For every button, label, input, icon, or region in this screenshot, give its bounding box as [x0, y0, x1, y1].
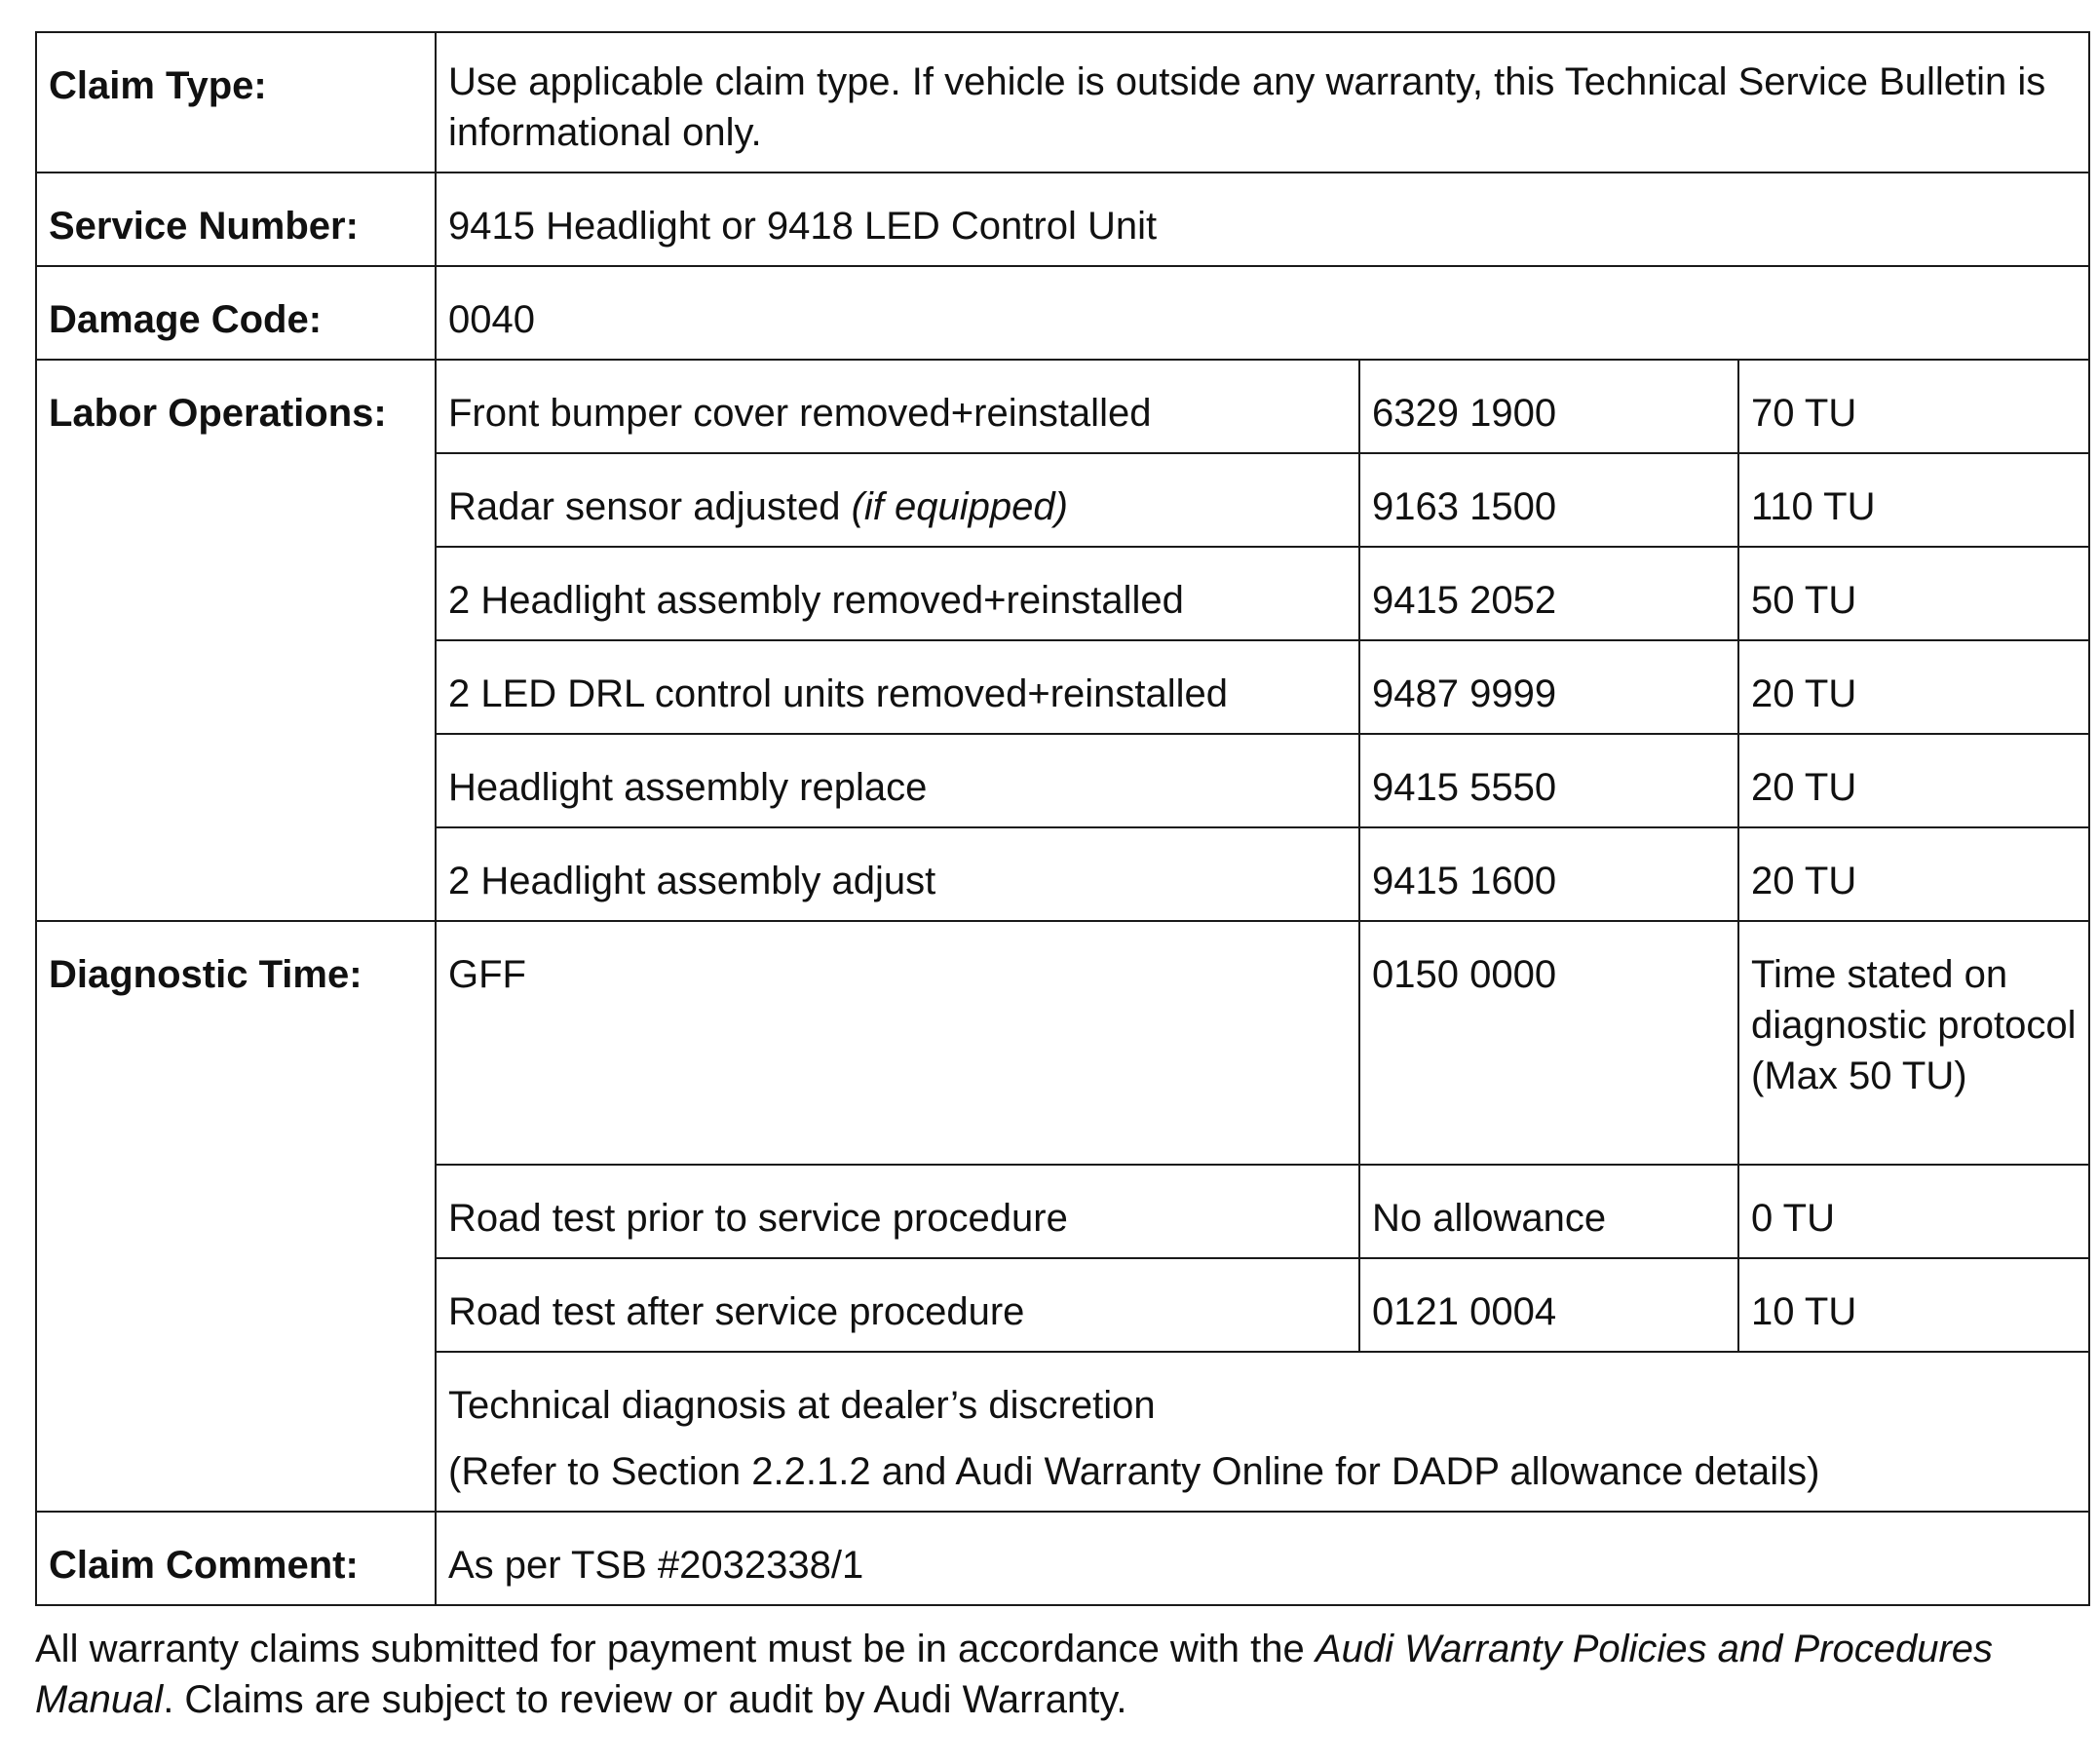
labor-op-code: 9415 2052: [1359, 547, 1738, 640]
labor-op-description-text: Radar sensor adjusted: [448, 485, 852, 528]
claim-comment-row: [36, 1512, 2089, 1605]
diagnostic-code: 0150 0000: [1359, 921, 1738, 1165]
labor-op-description-text: Headlight assembly replace: [448, 766, 928, 809]
labor-operation-row: [36, 360, 2089, 453]
labor-op-time: 50 TU: [1738, 547, 2089, 640]
diagnostic-time-label: Diagnostic Time:: [36, 921, 436, 1512]
labor-op-description: [436, 734, 1359, 827]
service-number-label: Service Number:: [36, 173, 436, 266]
labor-op-time: 20 TU: [1738, 640, 2089, 734]
service-number-value: 9415 Headlight or 9418 LED Control Unit: [436, 173, 2089, 266]
service-number-row: [36, 173, 2089, 266]
claim-info-table: [35, 31, 2090, 1606]
footer-text-after: . Claims are subject to review or audit by Audi Warranty.: [163, 1678, 1127, 1721]
footer-manual-title: Audi Warranty Policies and Procedures Manual: [35, 1628, 1994, 1721]
diagnostic-note: [436, 1352, 2089, 1512]
claim-type-label: Claim Type:: [36, 32, 436, 173]
labor-op-description-text: Front bumper cover removed+reinstalled: [448, 392, 1152, 435]
labor-op-description-text: 2 Headlight assembly adjust: [448, 860, 936, 902]
diagnostic-time-value: 0 TU: [1738, 1165, 2089, 1258]
labor-op-description-text: 2 Headlight assembly removed+reinstalled: [448, 579, 1184, 622]
labor-op-description: [436, 827, 1359, 921]
labor-op-description-text: 2 LED DRL control units removed+reinstalled: [448, 672, 1229, 715]
labor-operations-label: Labor Operations:: [36, 360, 436, 921]
diagnostic-note-line2: (Refer to Section 2.2.1.2 and Audi Warranty Online for DADP allowance details): [448, 1450, 1820, 1493]
diagnostic-description: Road test prior to service procedure: [436, 1165, 1359, 1258]
diagnostic-description: Road test after service procedure: [436, 1258, 1359, 1352]
labor-op-description: [436, 640, 1359, 734]
warranty-footer-note: [35, 1624, 2088, 1725]
damage-code-label: Damage Code:: [36, 266, 436, 360]
claim-type-value: Use applicable claim type. If vehicle is outside any warranty, this Technical Service Bulletin is informational only.: [436, 32, 2089, 173]
diagnostic-description: GFF: [436, 921, 1359, 1165]
diagnostic-time-value: 10 TU: [1738, 1258, 2089, 1352]
labor-op-code: 9163 1500: [1359, 453, 1738, 547]
labor-op-time: 110 TU: [1738, 453, 2089, 547]
diagnostic-time-value: Time stated on diagnostic protocol (Max 50 TU): [1738, 921, 2089, 1165]
labor-op-description: [436, 453, 1359, 547]
diagnostic-code: No allowance: [1359, 1165, 1738, 1258]
labor-op-description-note: (if equipped): [851, 485, 1068, 528]
labor-op-description: [436, 547, 1359, 640]
labor-op-time: 70 TU: [1738, 360, 2089, 453]
labor-op-code: 6329 1900: [1359, 360, 1738, 453]
warranty-document: [35, 31, 2088, 1764]
diagnostic-note-line1: Technical diagnosis at dealer’s discretion: [448, 1384, 1156, 1427]
labor-op-time: 20 TU: [1738, 734, 2089, 827]
claim-comment-value: As per TSB #2032338/1: [436, 1512, 2089, 1605]
labor-op-code: 9415 5550: [1359, 734, 1738, 827]
diagnostic-row: [36, 921, 2089, 1165]
diagnostic-code: 0121 0004: [1359, 1258, 1738, 1352]
labor-op-time: 20 TU: [1738, 827, 2089, 921]
labor-op-description: [436, 360, 1359, 453]
labor-op-code: 9415 1600: [1359, 827, 1738, 921]
damage-code-row: [36, 266, 2089, 360]
labor-op-code: 9487 9999: [1359, 640, 1738, 734]
damage-code-value: 0040: [436, 266, 2089, 360]
footer-text-before: All warranty claims submitted for payment must be in accordance with the: [35, 1628, 1316, 1670]
claim-type-row: [36, 32, 2089, 173]
claim-comment-label: Claim Comment:: [36, 1512, 436, 1605]
